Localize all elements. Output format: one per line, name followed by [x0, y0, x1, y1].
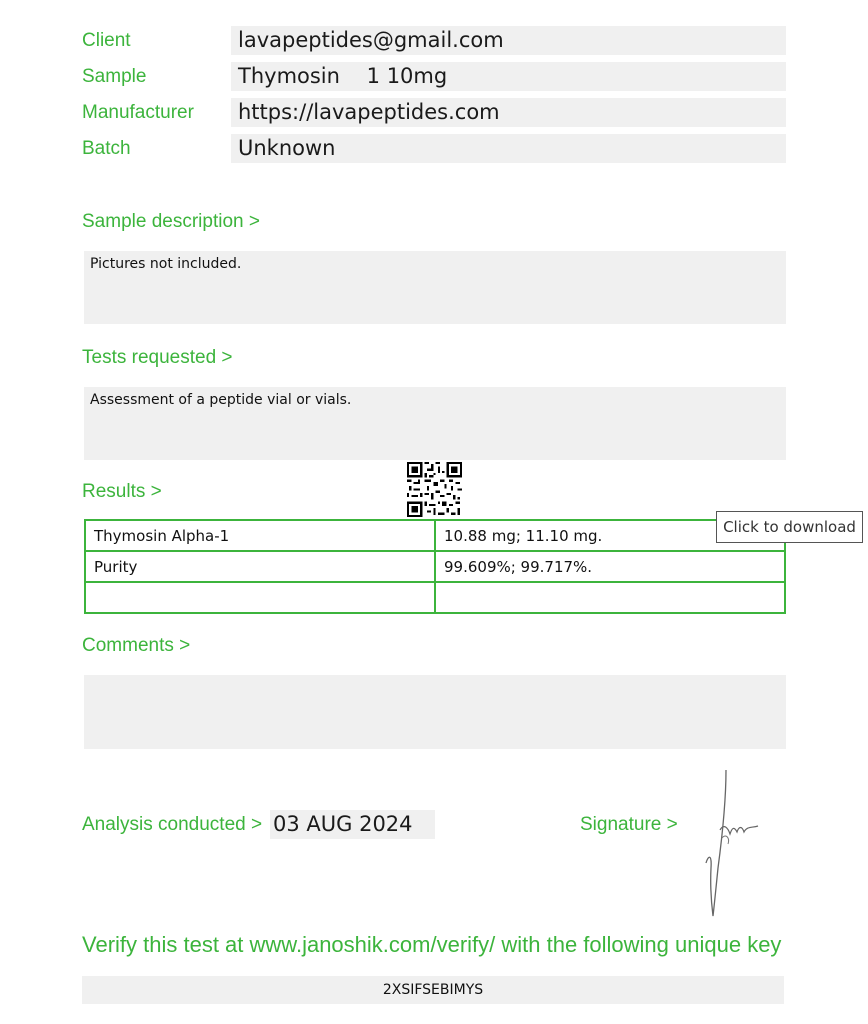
results-cell: Thymosin Alpha-1: [85, 520, 435, 551]
results-cell: Purity: [85, 551, 435, 582]
results-cell: [435, 582, 785, 613]
table-row: [85, 582, 785, 613]
download-tooltip: Click to download: [716, 511, 863, 543]
table-row: [85, 551, 785, 582]
comments-heading: Comments >: [82, 635, 191, 656]
table-row: [85, 520, 785, 551]
batch-field: Unknown: [231, 134, 786, 163]
verify-text: Verify this test at www.janoshik.com/verify/ with the following unique key: [82, 932, 782, 957]
results-heading: Results >: [82, 481, 162, 502]
sample-description-box: [84, 251, 786, 324]
client-field: lavapeptides@gmail.com: [231, 26, 786, 55]
analysis-conducted-label: Analysis conducted >: [82, 814, 263, 835]
results-cell: [85, 582, 435, 613]
unique-key-field: 2XSIFSEBIMYS: [82, 976, 784, 1004]
client-label: Client: [82, 30, 131, 51]
results-cell: 10.88 mg; 11.10 mg.: [435, 520, 785, 551]
tests-requested-box: [84, 387, 786, 460]
results-table: [84, 519, 786, 614]
signature-icon: [700, 768, 762, 918]
batch-label: Batch: [82, 138, 131, 159]
sample-description-text: Pictures not included.: [90, 256, 242, 272]
manufacturer-field: https://lavapeptides.com: [231, 98, 786, 127]
sample-description-heading: Sample description >: [82, 211, 260, 232]
sample-field: Thymosin 1 10mg: [231, 62, 786, 91]
signature-label: Signature >: [580, 814, 678, 835]
qr-code-icon[interactable]: [407, 462, 462, 517]
results-cell: 99.609%; 99.717%.: [435, 551, 785, 582]
comments-box: [84, 675, 786, 749]
manufacturer-label: Manufacturer: [82, 102, 194, 123]
analysis-date-field: 03 AUG 2024: [270, 810, 435, 839]
sample-label: Sample: [82, 66, 147, 87]
tests-requested-text: Assessment of a peptide vial or vials.: [90, 392, 352, 408]
tests-requested-heading: Tests requested >: [82, 347, 233, 368]
